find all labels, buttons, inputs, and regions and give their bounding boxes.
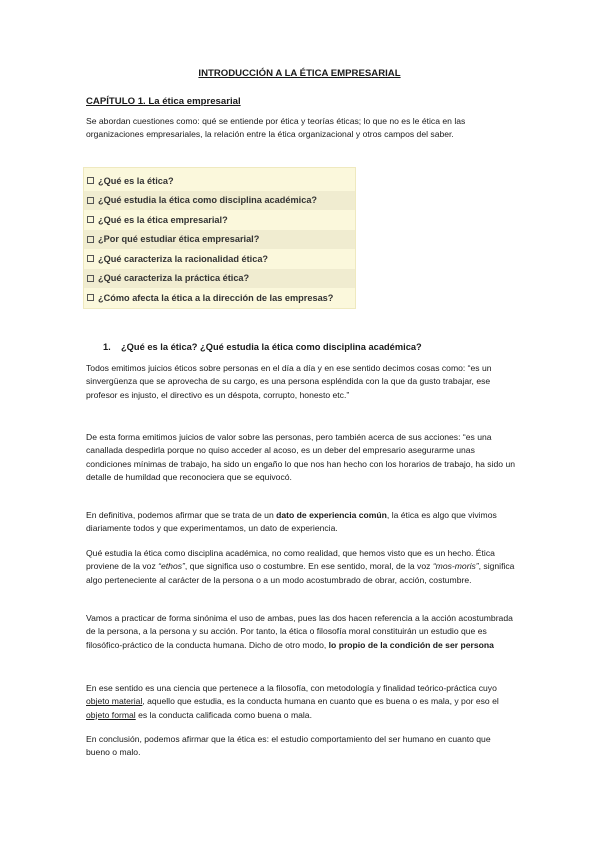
question-item <box>84 249 355 269</box>
emphasis-text: dato de experiencia común <box>276 510 387 520</box>
section-title: ¿Qué es la ética? ¿Qué estudia la ética como disciplina académica? <box>121 342 422 352</box>
chapter-heading: CAPÍTULO 1. La ética empresarial <box>86 96 241 107</box>
paragraph-7: En conclusión, podemos afirmar que la ética es: el estudio comportamiento del ser humano en cuanto que bueno o malo. <box>86 734 491 758</box>
section-number: 1. <box>103 342 111 352</box>
section-heading <box>103 342 422 352</box>
question-text: ¿Qué es la ética empresarial? <box>98 214 228 225</box>
paragraph-5: Vamos a practicar de forma sinónima el uso de ambas, pues las dos hacen referencia a la acción acostumbrada de la persona, a la persona y su acción. Por tanto, la ética o filosofía moral constituirán un estudio que es filosófico-práctico de la conducta humana. Dicho de otro modo, lo propio de la condición de ser persona <box>86 613 513 650</box>
paragraph-3: En definitiva, podemos afirmar que se trata de un dato de experiencia común, la ética es algo que vivimos diariamente todos y que experimentamos, un dato de experiencia. <box>86 510 497 534</box>
question-text: ¿Cómo afecta la ética a la dirección de las empresas? <box>98 292 334 303</box>
document-title: INTRODUCCIÓN A LA ÉTICA EMPRESARIAL <box>198 68 401 79</box>
checkbox-bullet-icon <box>87 275 94 282</box>
question-text: ¿Qué caracteriza la racionalidad ética? <box>98 253 269 264</box>
checkbox-bullet-icon <box>87 236 94 243</box>
question-text: ¿Qué caracteriza la práctica ética? <box>98 273 250 284</box>
checkbox-bullet-icon <box>87 216 94 223</box>
checkbox-bullet-icon <box>87 255 94 262</box>
question-text: ¿Por qué estudiar ética empresarial? <box>98 234 260 245</box>
question-text: ¿Qué estudia la ética como disciplina académica? <box>98 195 318 206</box>
italic-term: “ethos” <box>158 561 185 572</box>
checkbox-bullet-icon <box>87 294 94 301</box>
paragraph-1: Todos emitimos juicios éticos sobre personas en el día a día y en ese sentido decimos cosas como: “es un sinvergüenza que se aprovecha de su cargo, es una persona espléndida con la que da gusto trabajar, ese profesor es injusto, el directivo es un déspota, corrupto, honesto etc.” <box>86 363 492 400</box>
italic-term: “mos-moris” <box>432 561 479 572</box>
question-text: ¿Qué es la ética? <box>98 175 174 186</box>
underlined-term: objeto material <box>86 696 143 707</box>
paragraph-6: En ese sentido es una ciencia que pertenece a la filosofía, con metodología y finalidad teórico-práctica cuyo objeto material, aquello que estudia, es la conducta humana en cuanto que es buena o es mala, y por eso el objeto formal es la conducta calificada como buena o mala. <box>86 683 499 720</box>
question-item <box>84 230 355 250</box>
underlined-term: objeto formal <box>86 709 136 720</box>
emphasis-text: lo propio de la condición de ser persona <box>328 639 494 650</box>
paragraph-4: Qué estudia la ética como disciplina académica, no como realidad, que hemos visto que es un hecho. Ética proviene de la voz “ethos”, que significa uso o costumbre. En ese sentido, moral, de la voz “mos-moris”, significa algo perteneciente al carácter de la persona o a un modo acostumbrado de obrar, acción, costumbre. <box>86 548 515 585</box>
paragraph-2: De esta forma emitimos juicios de valor sobre las personas, pero también acerca de sus acciones: “es una canallada despedirla porque no quiso acceder al acoso, es un deber del empresario asegurarme unas condiciones mínimas de trabajo, ha sido un engaño lo que nos han hecho con los horarios de trabajo, ha sido un detalle de humildad que reconociera que se equivocó. <box>86 432 516 483</box>
question-item <box>84 269 355 289</box>
question-item <box>84 288 355 308</box>
checkbox-bullet-icon <box>87 197 94 204</box>
questions-box <box>83 167 356 309</box>
question-item <box>84 210 355 230</box>
intro-paragraph: Se abordan cuestiones como: qué se entiende por ética y teorías éticas; lo que no es le ética en las organizaciones empresariales, la relación entre la ética organizacional y otros campos del saber. <box>86 116 466 140</box>
checkbox-bullet-icon <box>87 177 94 184</box>
question-item <box>84 171 355 191</box>
question-item <box>84 191 355 211</box>
